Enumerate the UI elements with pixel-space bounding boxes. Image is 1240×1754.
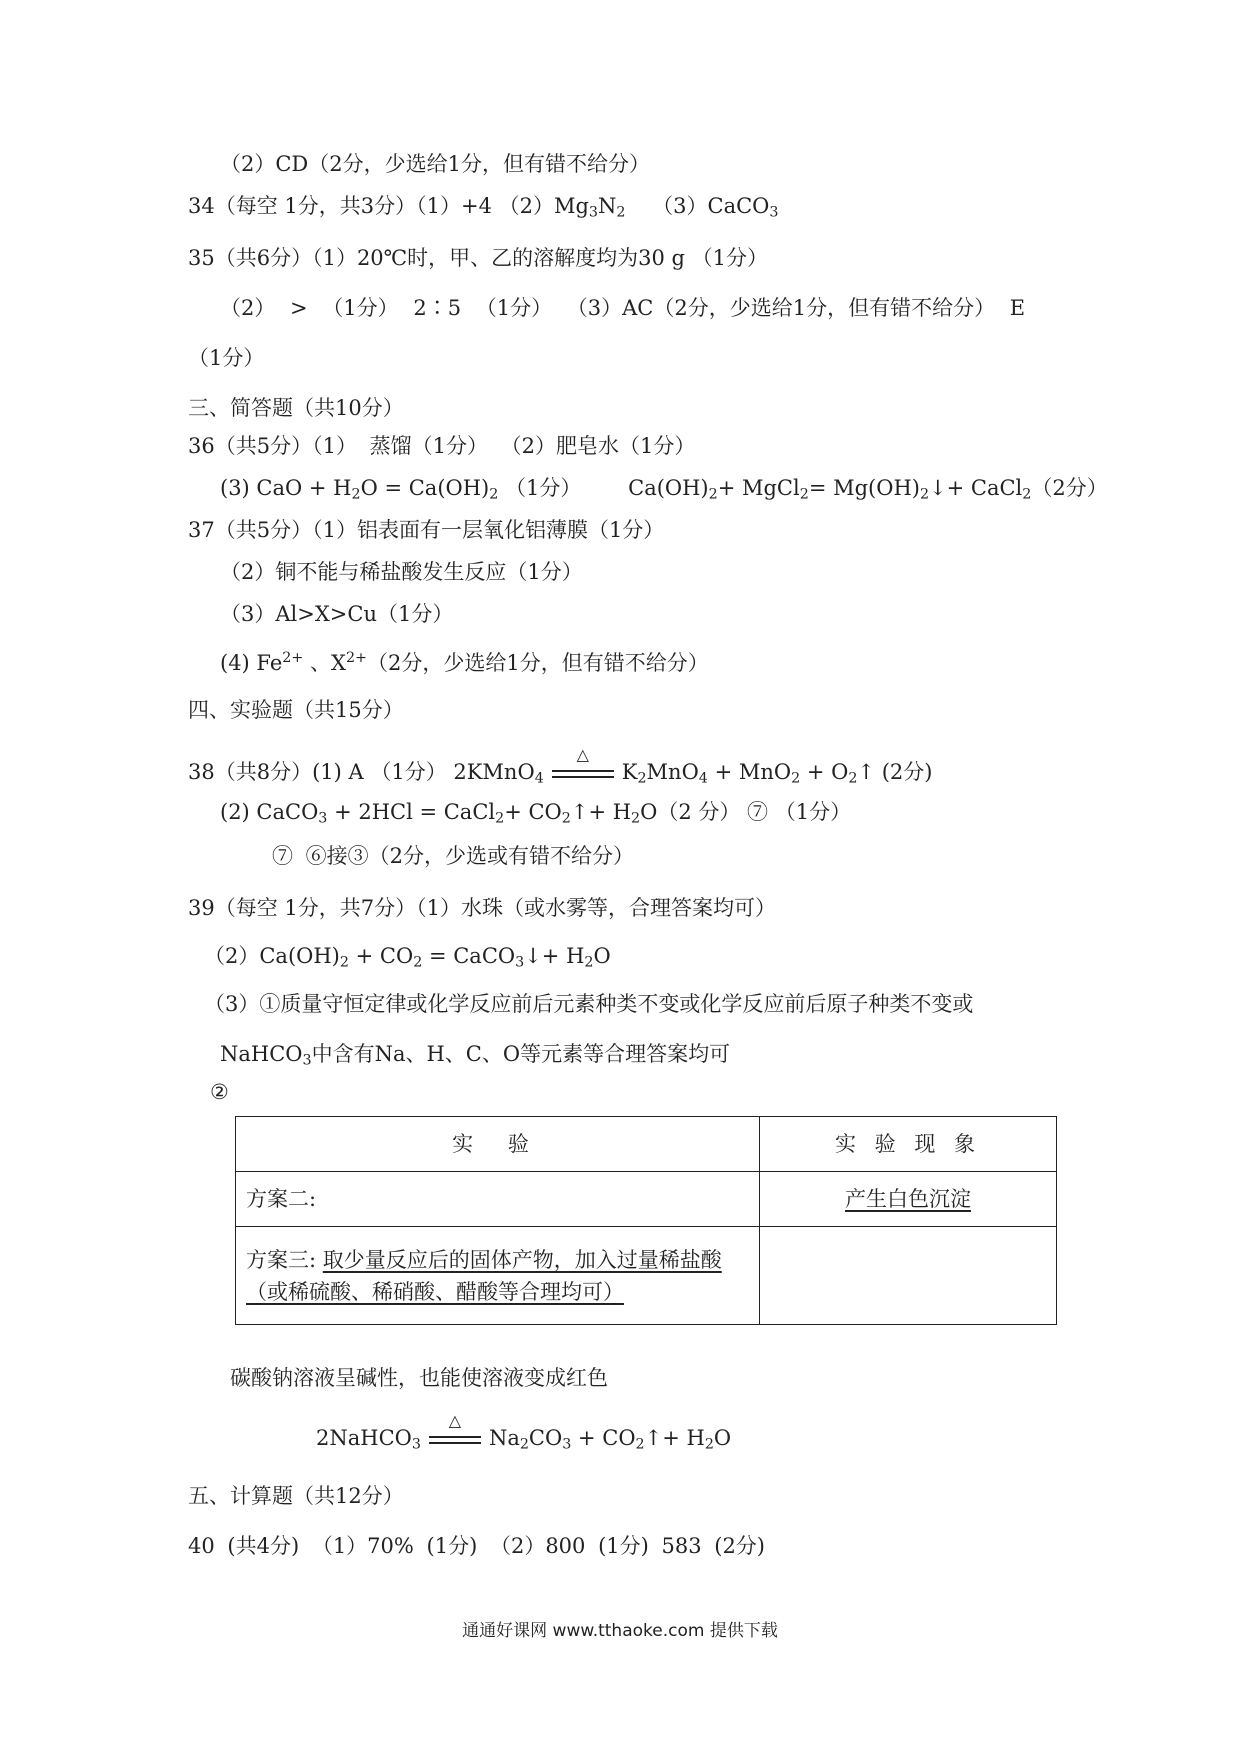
q39-part3: （3）①质量守恒定律或化学反应前后元素种类不变或化学反应前后原子种类不变或 <box>204 992 974 1016</box>
header-phenomenon: 实 验 现 象 <box>760 1117 1057 1172</box>
q39-equation: 2NaHCO$_3$ △ $Na_2CO_3$ + $CO_2↑+ H_2O$ <box>316 1410 732 1453</box>
section-5-heading: 五、计算题（共12分） <box>188 1484 404 1508</box>
q33-part2: （2）CD（2分，少选给1分，但有错不给分） <box>220 152 650 176</box>
heat-triangle-icon: △ <box>448 1410 462 1430</box>
table-row <box>236 1172 1057 1227</box>
section-4-heading: 四、实验题（共15分） <box>188 698 404 722</box>
table-header-row <box>236 1117 1057 1172</box>
q39-circle-2: ② <box>210 1080 229 1104</box>
q35-part3: （1分） <box>188 346 265 370</box>
heat-reaction-arrow <box>429 1410 481 1446</box>
plan-2-label: 方案二: <box>236 1172 760 1227</box>
heat-reaction-arrow <box>552 744 614 780</box>
q35: 35（共6分）（1）20℃时，甲、乙的溶解度均为30 g （1分） <box>188 246 769 270</box>
q38-part3: ⑦ ⑥接③（2分，少选或有错不给分） <box>272 844 635 868</box>
plan-3-cell: 方案三: 取少量反应后的固体产物，加入过量稀盐酸 （或稀硫酸、稀硝酸、醋酸等合理均可） <box>236 1227 760 1325</box>
q36: 36（共5分）（1） 蒸馏（1分） （2）肥皂水（1分） <box>188 434 696 458</box>
q39-part2: $(2)Ca(OH)_2 + CO_2$ = CaCO$_3$↓+ $H_2O$ <box>204 944 611 971</box>
q37: 37（共5分）（1）铝表面有一层氧化铝薄膜（1分） <box>188 518 665 542</box>
q35-part2: （2） > （1分） 2∶5 （1分） （3）AC（2分，少选给1分，但有错不给分） E <box>220 296 1026 320</box>
q39-note: 碳酸钠溶液呈碱性，也能使溶液变成红色 <box>230 1366 608 1390</box>
header-experiment: 实 验 <box>236 1117 760 1172</box>
plan-3-phenomenon <box>760 1227 1057 1325</box>
footer: 通通好课网 www.tthaoke.com 提供下载 <box>462 1621 778 1641</box>
q40: 40 (共4分) （1）70% (1分) （2）800 (1分) 583 (2分) <box>188 1534 765 1558</box>
section-3-heading: 三、简答题（共10分） <box>188 396 404 420</box>
q34: 34（每空 1分，共3分）（1）+4 $(2)Mg_3N_2$ （3）CaCO$_3$ <box>188 194 779 221</box>
q38: 38（共8分）(1) A （1分） 2KMnO$_4$ △ $K_2MnO_4 + MnO_2$ + $O_2↑$ (2分) <box>188 744 933 787</box>
q39-part3-cont: NaHCO$_3$中含有Na、H、C、O等元素等合理答案均可 <box>220 1042 731 1069</box>
q36-part3: (3) CaO + $H_2O = Ca(OH)_2$ （1分） $Ca(OH)_2+$ MgCl$_2$= $Mg(OH)_2↓+$ CaCl$_2$（2分） <box>220 476 1108 503</box>
table-row <box>236 1227 1057 1325</box>
q39: 39（每空 1分，共7分）（1）水珠（或水雾等，合理答案均可） <box>188 896 776 920</box>
q37-part4: (4) $Fe^{2+}$ 、$X^{2+}(2$分，少选给1分，但有错不给分） <box>220 650 709 675</box>
experiment-table <box>235 1116 1057 1325</box>
q37-part2: （2）铜不能与稀盐酸发生反应（1分） <box>220 560 583 584</box>
q37-part3: （3）Al>X>Cu（1分） <box>220 602 454 626</box>
heat-triangle-icon: △ <box>576 744 589 764</box>
plan-2-phenomenon: 产生白色沉淀 <box>760 1172 1057 1227</box>
q38-part2: (2) CaCO$_3$ + 2HCl = CaCl$_2$+ $CO_2↑+ H_2O(2$ 分） ⑦ （1分） <box>220 800 852 827</box>
